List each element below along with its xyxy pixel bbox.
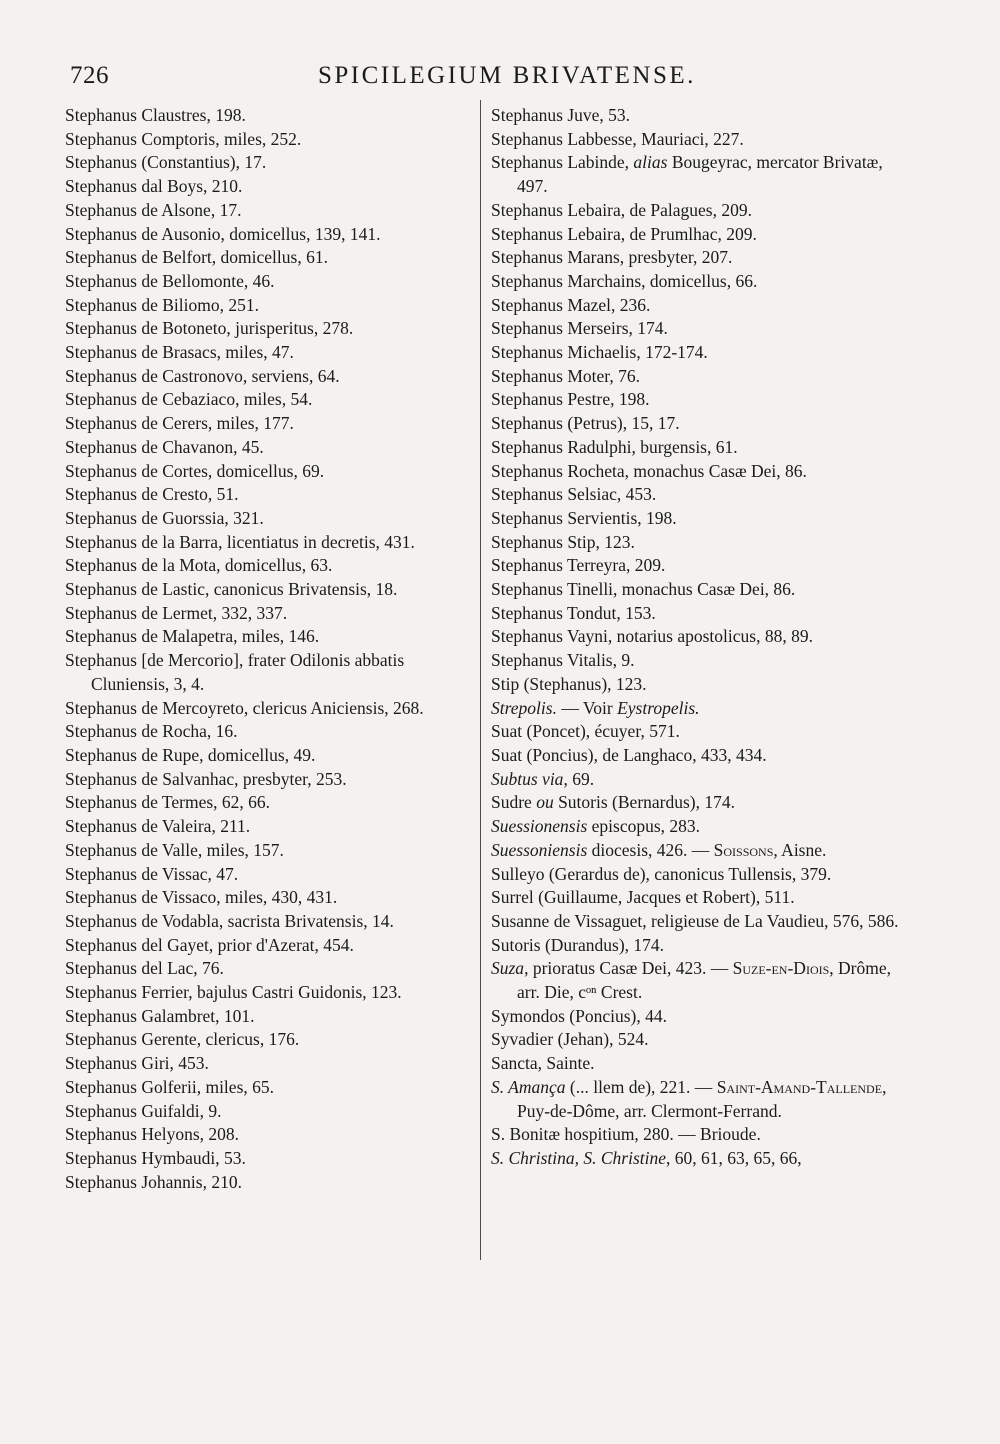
index-entry: Stephanus de Cresto, 51. <box>65 484 239 505</box>
entry-text: Bougeyrac, mercator Brivatæ, 497. <box>517 152 883 197</box>
index-entry: Stephanus Tondut, 153. <box>491 602 656 623</box>
entry-text: — Voir <box>556 697 618 718</box>
entry-text-italic: S. Amança <box>491 1076 566 1097</box>
index-entry: Stephanus Vitalis, 9. <box>491 650 635 671</box>
entry-text: diocesis, 426. — <box>587 839 714 860</box>
index-entry: Sutoris (Durandus), 174. <box>491 934 665 955</box>
index-entry: Stephanus del Lac, 76. <box>65 958 224 979</box>
index-entry: Stephanus Gerente, clericus, 176. <box>65 1029 300 1050</box>
index-entry: Stephanus de Vissaco, miles, 430, 431. <box>65 887 338 908</box>
index-entry: Stephanus Vayni, notarius apostolicus, 88, 89. <box>491 626 813 647</box>
index-entry: Stephanus Johannis, 210. <box>65 1171 242 1192</box>
index-entry <box>491 839 911 863</box>
index-entry: Stephanus Marchains, domicellus, 66. <box>491 270 758 291</box>
index-entry: Stephanus de Castronovo, serviens, 64. <box>65 365 340 386</box>
index-entry: Suat (Poncet), écuyer, 571. <box>491 721 680 742</box>
index-entry: Stephanus de Cerers, miles, 177. <box>65 413 294 434</box>
index-entry: Stephanus de Lermet, 332, 337. <box>65 602 288 623</box>
entry-text-italic: Subtus via <box>491 768 564 789</box>
index-entry: Stephanus [de Mercorio], frater Odilonis abbatis Cluniensis, 3, 4. <box>65 650 405 694</box>
index-entry: Stephanus dal Boys, 210. <box>65 176 243 197</box>
index-entry: Stephanus Servientis, 198. <box>491 507 677 528</box>
index-entry: Sulleyo (Gerardus de), canonicus Tullensis, 379. <box>491 863 832 884</box>
entry-text-italic: Strepolis. <box>491 697 557 718</box>
index-entry: Stephanus de Salvanhac, presbyter, 253. <box>65 768 347 789</box>
index-entry: Stephanus de Guorssia, 321. <box>65 507 264 528</box>
index-entry: Stip (Stephanus), 123. <box>491 673 647 694</box>
index-entry: Stephanus Galambret, 101. <box>65 1005 255 1026</box>
entry-text: episcopus, 283. <box>587 816 701 837</box>
index-entry: Sancta, Sainte. <box>491 1053 595 1074</box>
index-entry: Stephanus de la Barra, licentiatus in decretis, 431. <box>65 531 415 552</box>
index-entry: Stephanus de Ausonio, domicellus, 139, 141. <box>65 223 381 244</box>
index-entry: Stephanus Helyons, 208. <box>65 1124 240 1145</box>
index-entry: Stephanus Tinelli, monachus Casæ Dei, 86. <box>491 579 796 600</box>
index-entry: Stephanus de Cebaziaco, miles, 54. <box>65 389 313 410</box>
entry-text: , Drôme, arr. Die, cᵒⁿ Crest. <box>517 958 892 1003</box>
index-entry <box>491 957 911 1004</box>
index-entry: Stephanus del Gayet, prior d'Azerat, 454. <box>65 934 354 955</box>
index-entry <box>491 815 911 839</box>
index-entry: Stephanus de Belfort, domicellus, 61. <box>65 247 328 268</box>
index-entry <box>491 1076 911 1123</box>
index-entry: Stephanus de la Mota, domicellus, 63. <box>65 555 333 576</box>
entry-text-italic: S. Christina, S. Christine <box>491 1147 667 1168</box>
index-entry: Stephanus Giri, 453. <box>65 1053 209 1074</box>
index-entry: Susanne de Vissaguet, religieuse de La Vaudieu, 576, 586. <box>491 910 899 931</box>
entry-text-smallcaps: Soissons <box>713 839 774 860</box>
index-entry: Syvadier (Jehan), 524. <box>491 1029 649 1050</box>
index-entry: Stephanus Comptoris, miles, 252. <box>65 128 302 149</box>
index-entry: Stephanus Rocheta, monachus Casæ Dei, 86. <box>491 460 807 481</box>
index-entry: Stephanus Radulphi, burgensis, 61. <box>491 436 738 457</box>
entry-text-italic: Suessionensis <box>491 816 588 837</box>
entry-text-italic: alias <box>633 152 668 173</box>
index-entry: Stephanus Lebaira, de Palagues, 209. <box>491 199 752 220</box>
index-entry: Stephanus de Vodabla, sacrista Brivatensis, 14. <box>65 910 394 931</box>
entry-text: , Puy-de-Dôme, arr. Clermont-Ferrand. <box>517 1076 887 1121</box>
running-title: SPICILEGIUM BRIVATENSE. <box>318 62 696 89</box>
index-entry <box>491 1147 911 1171</box>
index-entry: Stephanus de Botoneto, jurisperitus, 278. <box>65 318 354 339</box>
entry-text: , 60, 61, 63, 65, 66, <box>666 1147 802 1168</box>
index-entry: Stephanus Ferrier, bajulus Castri Guidonis, 123. <box>65 982 402 1003</box>
entry-text: , Aisne. <box>773 839 827 860</box>
index-entry: Stephanus de Malapetra, miles, 146. <box>65 626 320 647</box>
index-entry: Stephanus de Valeira, 211. <box>65 816 251 837</box>
index-entry: Stephanus de Valle, miles, 157. <box>65 839 284 860</box>
page-header <box>70 62 935 102</box>
entry-text: Stephanus Labinde, <box>491 152 634 173</box>
index-entry: Stephanus Selsiac, 453. <box>491 484 657 505</box>
entry-text-italic: Eystropelis. <box>617 697 700 718</box>
index-entry <box>491 768 911 792</box>
index-entry: Stephanus de Vissac, 47. <box>65 863 239 884</box>
entry-text: , prioratus Casæ Dei, 423. — <box>524 958 733 979</box>
index-entry: Stephanus de Lastic, canonicus Brivatensis, 18. <box>65 579 398 600</box>
index-entry: Stephanus de Rupe, domicellus, 49. <box>65 744 316 765</box>
index-entry: Stephanus Labbesse, Mauriaci, 227. <box>491 128 744 149</box>
index-entry: Stephanus Pestre, 198. <box>491 389 650 410</box>
index-entry: Stephanus Moter, 76. <box>491 365 641 386</box>
index-entry: Stephanus de Mercoyreto, clericus Aniciensis, 268. <box>65 697 424 718</box>
index-entry: Stephanus de Rocha, 16. <box>65 721 238 742</box>
entry-text-italic: Suza <box>491 958 525 979</box>
index-entry: Stephanus Stip, 123. <box>491 531 635 552</box>
entry-text: (... llem de), 221. — <box>565 1076 717 1097</box>
index-entry: Stephanus de Alsone, 17. <box>65 199 242 220</box>
index-column-right <box>491 104 911 1171</box>
index-entry: S. Bonitæ hospitium, 280. — Brioude. <box>491 1124 761 1145</box>
index-entry: Stephanus de Cortes, domicellus, 69. <box>65 460 325 481</box>
index-entry: Stephanus Mazel, 236. <box>491 294 651 315</box>
index-entry: Stephanus Golferii, miles, 65. <box>65 1076 275 1097</box>
index-entry: Stephanus (Constantius), 17. <box>65 152 267 173</box>
index-entry: Stephanus de Bellomonte, 46. <box>65 270 275 291</box>
entry-text: Sutoris (Bernardus), 174. <box>553 792 736 813</box>
column-divider <box>480 100 481 1260</box>
index-entry: Stephanus de Chavanon, 45. <box>65 436 264 457</box>
entry-text-italic: Suessoniensis <box>491 839 588 860</box>
index-entry: Stephanus Claustres, 198. <box>65 105 246 125</box>
index-entry: Stephanus Marans, presbyter, 207. <box>491 247 733 268</box>
page-number: 726 <box>70 62 109 89</box>
index-entry: Suat (Poncius), de Langhaco, 433, 434. <box>491 744 767 765</box>
entry-text-smallcaps: Suze-en-Diois <box>732 958 830 979</box>
index-entry: Stephanus Merseirs, 174. <box>491 318 668 339</box>
index-entry: Symondos (Poncius), 44. <box>491 1005 667 1026</box>
index-entry <box>491 697 911 721</box>
index-entry: Stephanus Guifaldi, 9. <box>65 1100 222 1121</box>
index-entry: Stephanus de Brasacs, miles, 47. <box>65 342 294 363</box>
index-entry: Stephanus Lebaira, de Prumlhac, 209. <box>491 223 757 244</box>
index-entry: Surrel (Guillaume, Jacques et Robert), 511. <box>491 887 795 908</box>
index-entry: Stephanus Michaelis, 172-174. <box>491 342 708 363</box>
index-entry: Stephanus Terreyra, 209. <box>491 555 666 576</box>
entry-text: Sudre <box>491 792 537 813</box>
index-entry: Stephanus (Petrus), 15, 17. <box>491 413 680 434</box>
index-entry: Stephanus Juve, 53. <box>491 105 631 125</box>
index-entry: Stephanus de Termes, 62, 66. <box>65 792 271 813</box>
index-entry <box>491 791 911 815</box>
index-column-left <box>65 104 470 1194</box>
index-entry <box>491 151 911 198</box>
index-entry: Stephanus de Biliomo, 251. <box>65 294 259 315</box>
entry-text-smallcaps: Saint-Amand-Tallende <box>716 1076 883 1097</box>
entry-text: , 69. <box>563 768 595 789</box>
entry-text-italic: ou <box>536 792 554 813</box>
index-entry: Stephanus Hymbaudi, 53. <box>65 1147 246 1168</box>
